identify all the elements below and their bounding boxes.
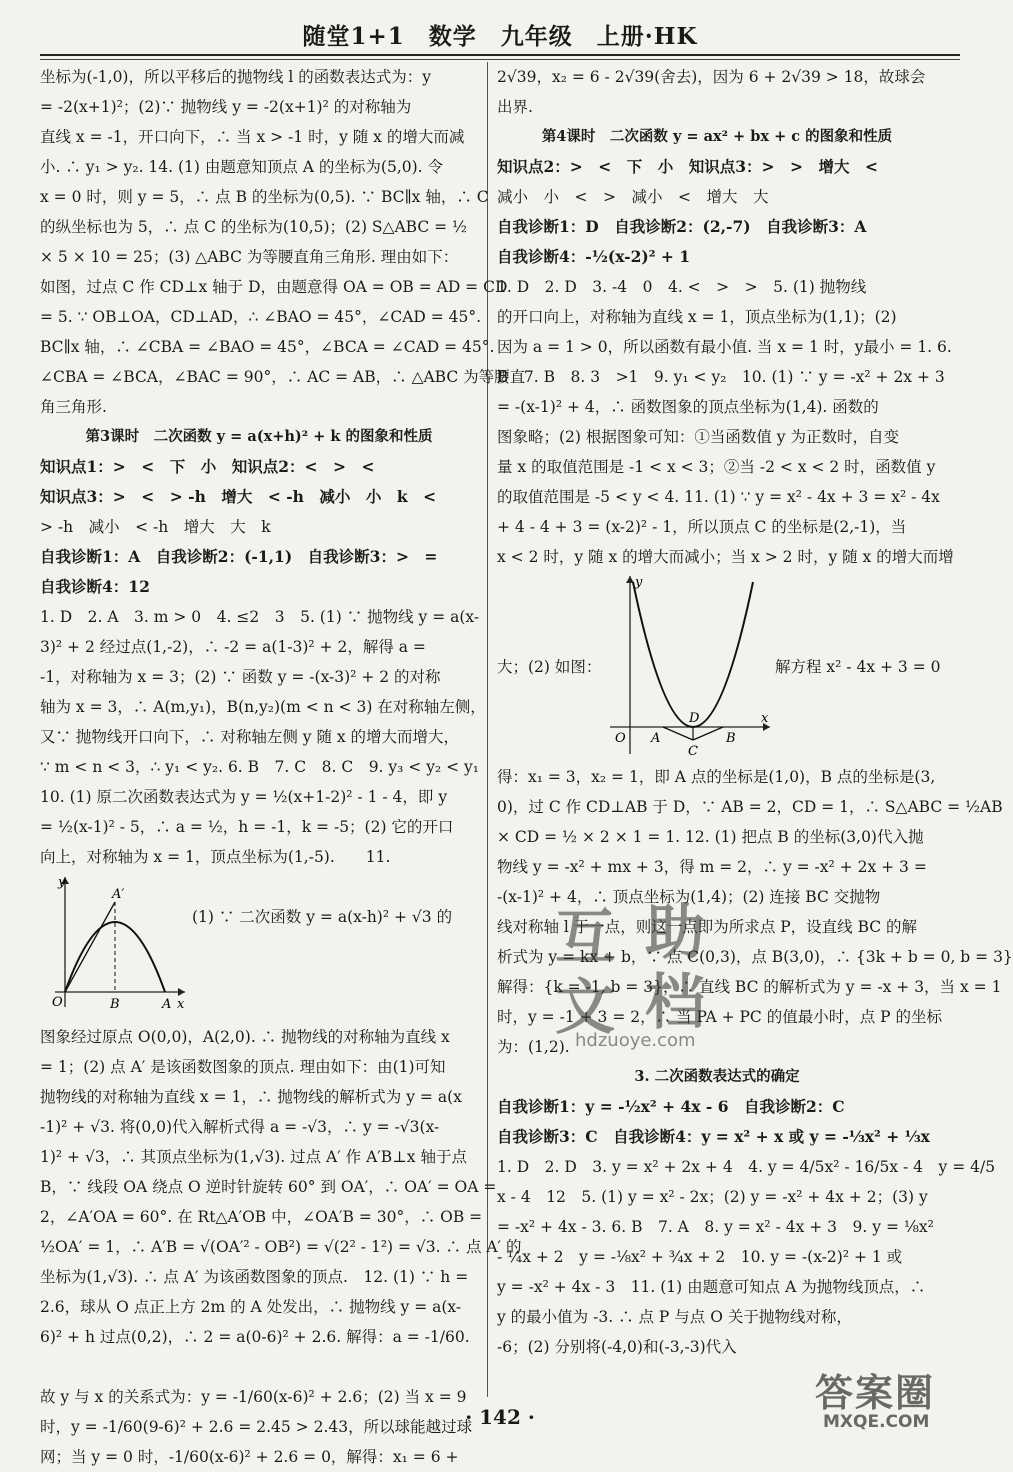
text-line: = -x² + 4x - 3. 6. B 7. A 8. y = x² - 4x + 3 9. y = ⅛x²: [497, 1218, 934, 1236]
text-line: - ¼x + 2 y = -⅛x² + ¾x + 2 10. y = -(x-2)² + 1 或: [497, 1248, 903, 1266]
text-line: 10. (1) 原二次函数表达式为 y = ½(x+1-2)² - 1 - 4，即 y: [40, 788, 448, 806]
text-line: ∠CBA = ∠BCA，∠BAC = 90°，∴ AC = AB，∴ △ABC 为等腰直: [40, 368, 526, 386]
text-line: -1，对称轴为 x = 3；(2) ∵ 函数 y = -(x-3)² + 2 的对称: [40, 668, 441, 686]
text-line: = 1；(2) 点 A′ 是该函数图象的顶点. 理由如下：由(1)可知: [40, 1058, 446, 1076]
text-line: B 7. B 8. 3 >1 9. y₁ < y₂ 10. (1) ∵ y = -x² + 2x + 3: [497, 368, 945, 386]
label-o: O: [52, 995, 63, 1010]
section-title: 第3课时 二次函数 y = a(x+h)² + k 的图象和性质: [85, 428, 433, 445]
text-line: 自我诊断1：A 自我诊断2：(-1,1) 自我诊断3：> =: [40, 547, 438, 566]
text-line: 解得：{k = -1, b = 3}，∴ 直线 BC 的解析式为 y = -x + 3，当 x = 1: [497, 978, 1002, 996]
text-line: 自我诊断1：D 自我诊断2：(2,-7) 自我诊断3：A: [497, 217, 867, 236]
text-line: = -(x-1)² + 4，∴ 函数图象的顶点坐标为(1,4). 函数的: [497, 398, 879, 416]
text-line: 自我诊断3：C 自我诊断4：y = x² + x 或 y = -⅓x² + ⅓x: [497, 1127, 930, 1146]
text-line: 小. ∴ y₁ > y₂. 14. (1) 由题意知顶点 A 的坐标为(5,0). 令: [40, 158, 444, 176]
label-a: A: [162, 997, 172, 1012]
text-line: ∵ m < n < 3，∴ y₁ < y₂. 6. B 7. C 8. C 9. y₃ < y₂ < y₁: [40, 758, 480, 776]
figure-caption-right: 解方程 x² - 4x + 3 = 0: [775, 658, 941, 676]
right-column: [497, 62, 1013, 1397]
text-line: = -2(x+1)²；(2)∵ 抛物线 y = -2(x+1)² 的对称轴为: [40, 98, 412, 116]
text-line: 坐标为(1,√3). ∴ 点 A′ 为该函数图象的顶点. 12. (1) ∵ h =: [40, 1268, 469, 1286]
text-line: 角三角形.: [40, 398, 107, 416]
text-line: 0)，过 C 作 CD⊥AB 于 D，∵ AB = 2，CD = 1，∴ S△ABC = ½AB: [497, 798, 1003, 816]
text-line: 自我诊断4：12: [40, 577, 150, 596]
text-line: 自我诊断4：-½(x-2)² + 1: [497, 247, 691, 266]
text-line: 物线 y = -x² + mx + 3，得 m = 2，∴ y = -x² + 2x + 3 =: [497, 858, 927, 876]
watermark-url: MXQE.COM: [823, 1412, 930, 1432]
text-line: 析式为 y = kx + b，∵ 点 C(0,3)，点 B(3,0)，∴ {3k + b = 0, b = 3}: [497, 948, 1013, 966]
label-d: D: [689, 711, 700, 726]
figure-parabola-left: [40, 872, 478, 1022]
stamp-url: hdzuoye.com: [575, 1030, 696, 1051]
text-line: = 5. ∵ OB⊥OA，CD⊥AD，∴ ∠BAO = 45°，∠CAD = 45°.: [40, 308, 482, 326]
label-x: x: [177, 997, 185, 1012]
text-line: 1)² + √3，∴ 其顶点坐标为(1,√3). 过点 A′ 作 A′B⊥x 轴于点: [40, 1148, 467, 1166]
text-line: 又∵ 抛物线开口向下，∴ 对称轴左侧 y 随 x 的增大而增大，: [40, 728, 460, 746]
text-line: 得：x₁ = 3，x₂ = 1，即 A 点的坐标是(1,0)，B 点的坐标是(3,: [497, 768, 936, 786]
stamp-char: 档: [645, 968, 705, 1038]
text-line: 抛物线的对称轴为直线 x = 1，∴ 抛物线的解析式为 y = a(x: [40, 1088, 462, 1106]
parabola-diagram: [605, 572, 775, 757]
text-line: -6；(2) 分别将(-4,0)和(-3,-3)代入: [497, 1338, 737, 1356]
text-line: > -h 减小 < -h 增大 大 k: [40, 518, 271, 536]
text-line: 故 y 与 x 的关系式为：y = -1/60(x-6)² + 2.6；(2) 当 x = 9: [40, 1388, 467, 1406]
text-line: [40, 1352, 478, 1382]
text-line: 时，y = -1/60(9-6)² + 2.6 = 2.45 > 2.43，所以球能越过球: [40, 1418, 473, 1436]
text-line: y = -x² + 4x - 3 11. (1) 由题意可知点 A 为抛物线顶点，∴: [497, 1278, 926, 1296]
stamp-char: 助: [645, 898, 705, 968]
text-line: 的纵坐标也为 5，∴ 点 C 的坐标为(10,5)；(2) S△ABC = ½: [40, 218, 468, 236]
header-rule: [40, 54, 960, 56]
text-line: 知识点1：> < 下 小 知识点2：< > <: [40, 457, 375, 476]
column-divider: [487, 62, 488, 1397]
text-line: 1. D 2. D 3. y = x² + 2x + 4 4. y = 4/5x² - 16/5x - 4 y = 4/5: [497, 1158, 996, 1176]
text-line: x - 4 12 5. (1) y = x² - 2x；(2) y = -x² + 4x + 2；(3) y: [497, 1188, 928, 1206]
text-line: -(x-1)² + 4，∴ 顶点坐标为(1,4)；(2) 连接 BC 交抛物: [497, 888, 881, 906]
text-line: 2，∠A′OA = 60°. 在 Rt△A′OB 中，∠OA′B = 30°，∴ OB =: [40, 1208, 483, 1226]
label-a: A: [651, 731, 661, 746]
text-line: BC∥x 轴，∴ ∠CBA = ∠BAO = 45°，∠BCA = ∠CAD = 45°.: [40, 338, 495, 356]
label-b: B: [726, 731, 736, 746]
text-line: 2√39，x₂ = 6 - 2√39(舍去)，因为 6 + 2√39 > 18，故球会: [497, 68, 926, 86]
text-line: × 5 × 10 = 25；(3) △ABC 为等腰直角三角形. 理由如下：: [40, 248, 459, 266]
text-line: x < 2 时，y 随 x 的增大而减小；当 x > 2 时，y 随 x 的增大而增: [497, 548, 954, 566]
text-line: 知识点2：> < 下 小 知识点3：> > 增大 <: [497, 157, 879, 176]
watermark-stamp: [535, 885, 735, 1065]
page-number: · 142 ·: [465, 1405, 535, 1429]
label-b: B: [110, 997, 120, 1012]
text-line: = ½(x-1)² - 5，∴ a = ½，h = -1，k = -5；(2) 它的开口: [40, 818, 454, 836]
text-line: y 的最小值为 -3. ∴ 点 P 与点 O 关于抛物线对称，: [497, 1308, 852, 1326]
page-header: 随堂1+1 数学 九年级 上册·HK: [302, 23, 698, 50]
parabola-diagram: [50, 872, 190, 1012]
section-title: 第4课时 二次函数 y = ax² + bx + c 的图象和性质: [541, 128, 893, 145]
label-x: x: [761, 711, 769, 726]
site-watermark: [815, 1362, 985, 1440]
text-line: ½OA′ = 1，∴ A′B = √(OA′² - OB²) = √(2² - 1²) = √3. ∴ 点 A′ 的: [40, 1238, 522, 1256]
text-line: 直线 x = -1，开口向下，∴ 当 x > -1 时，y 随 x 的增大而减: [40, 128, 465, 146]
text-line: 网；当 y = 0 时，-1/60(x-6)² + 2.6 = 0，解得：x₁ = 6 +: [40, 1448, 459, 1466]
figure-parabola-right: [497, 572, 941, 762]
text-line: 向上，对称轴为 x = 1，顶点坐标为(1,-5). 11.: [40, 848, 391, 866]
text-line: 坐标为(-1,0)，所以平移后的抛物线 l 的函数表达式为：y: [40, 68, 432, 86]
label-c: C: [688, 744, 698, 759]
text-line: 的开口向上，对称轴为直线 x = 1，顶点坐标为(1,1)；(2): [497, 308, 897, 326]
text-line: 减小 小 < > 减小 < 增大 大: [497, 188, 769, 206]
text-line: 6)² + h 过点(0,2)，∴ 2 = a(0-6)² + 2.6. 解得：a = -1/60.: [40, 1328, 470, 1346]
watermark-text: 答案圈: [815, 1370, 936, 1415]
text-line: 出界.: [497, 98, 533, 116]
header-rule: [40, 59, 960, 60]
section-title: 3. 二次函数表达式的确定: [634, 1068, 800, 1085]
figure-caption: (1) ∵ 二次函数 y = a(x-h)² + √3 的: [192, 908, 453, 926]
stamp-char: 互: [555, 903, 615, 973]
label-a-prime: A′: [112, 887, 125, 902]
text-line: 1. D 2. D 3. -4 0 4. < > > 5. (1) 抛物线: [497, 278, 867, 296]
text-line: 图象略；(2) 根据图象可知：①当函数值 y 为正数时，自变: [497, 428, 899, 446]
text-line: 2.6，球从 O 点正上方 2m 的 A 处发出，∴ 抛物线 y = a(x-: [40, 1298, 462, 1316]
text-line: x = 0 时，则 y = 5，∴ 点 B 的坐标为(0,5). ∵ BC∥x 轴，∴ C: [40, 188, 489, 206]
stamp-char: 文: [555, 973, 615, 1043]
label-y: y: [635, 575, 643, 590]
text-line: 3)² + 2 经过点(1,-2)，∴ -2 = a(1-3)² + 2，解得 a =: [40, 638, 426, 656]
label-y: y: [58, 875, 66, 890]
text-line: × CD = ½ × 2 × 1 = 1. 12. (1) 把点 B 的坐标(3,0)代入抛: [497, 828, 924, 846]
text-line: 的取值范围是 -5 < y < 4. 11. (1) ∵ y = x² - 4x + 3 = x² - 4x: [497, 488, 940, 506]
text-line: 为：(1,2).: [497, 1038, 570, 1056]
text-line: + 4 - 4 + 3 = (x-2)² - 1，所以顶点 C 的坐标是(2,-1)，当: [497, 518, 907, 536]
text-line: 时，y = -1 + 3 = 2，∴ 当 PA + PC 的值最小时，点 P 的坐标: [497, 1008, 942, 1026]
text-line: B，∵ 线段 OA 绕点 O 逆时针旋转 60° 到 OA′，∴ OA′ = OA =: [40, 1178, 497, 1196]
label-o: O: [615, 731, 626, 746]
text-line: 知识点3：> < > -h 增大 < -h 减小 小 k <: [40, 487, 437, 506]
text-line: 量 x 的取值范围是 -1 < x < 3；②当 -2 < x < 2 时，函数值 y: [497, 458, 936, 476]
figure-caption-left: 大；(2) 如图：: [497, 658, 602, 676]
text-line: -1)² + √3. 将(0,0)代入解析式得 a = -√3，∴ y = -√3(x-: [40, 1118, 440, 1136]
text-line: 1. D 2. A 3. m > 0 4. ≤2 3 5. (1) ∵ 抛物线 y = a(x-: [40, 608, 480, 626]
text-line: 自我诊断1：y = -½x² + 4x - 6 自我诊断2：C: [497, 1097, 845, 1116]
text-line: 图象经过原点 O(0,0)，A(2,0). ∴ 抛物线的对称轴为直线 x: [40, 1028, 450, 1046]
text-line: 如图，过点 C 作 CD⊥x 轴于 D，由题意得 OA = OB = AD = CD: [40, 278, 508, 296]
text-line: 线对称轴 l 于一点，则这一点即为所求点 P，设直线 BC 的解: [497, 918, 918, 936]
text-line: 轴为 x = 3，∴ A(m,y₁)，B(n,y₂)(m < n < 3) 在对称轴左侧，: [40, 698, 486, 716]
text-line: 因为 a = 1 > 0，所以函数有最小值. 当 x = 1 时，y最小 = 1. 6.: [497, 338, 952, 356]
